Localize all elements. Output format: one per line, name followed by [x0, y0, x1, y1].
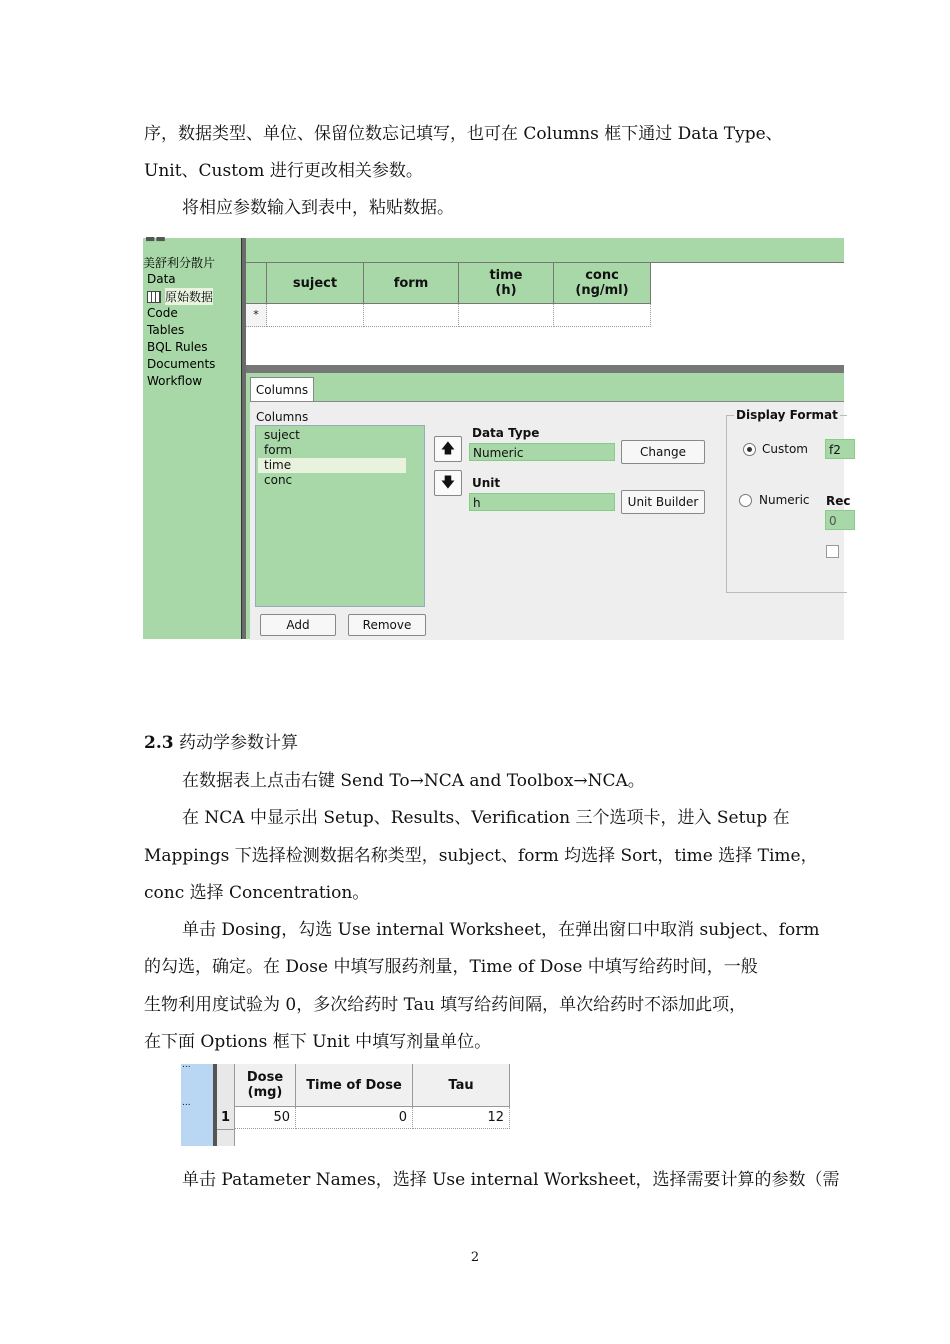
data-type-label: Data Type	[472, 426, 540, 440]
custom-label: Custom	[762, 442, 808, 456]
grid-cell[interactable]	[554, 304, 651, 327]
nav-item-workflow[interactable]: Workflow	[147, 374, 203, 388]
grid-splitter[interactable]	[246, 365, 844, 373]
nav-item-data[interactable]: Data	[147, 272, 176, 286]
nav-item-bql-rules[interactable]: BQL Rules	[147, 340, 208, 354]
grid-cell[interactable]	[267, 304, 364, 327]
section-title: 药动学参数计算	[173, 733, 298, 753]
row-number: 1	[217, 1107, 234, 1130]
column-header-time-of-dose[interactable]: Time of Dose	[296, 1064, 413, 1107]
dosing-worksheet-screenshot	[181, 1060, 533, 1146]
column-list-item[interactable]: form	[264, 443, 292, 457]
column-list-item[interactable]: suject	[264, 428, 300, 442]
columns-label: Columns	[256, 410, 309, 424]
project-navigator	[143, 232, 241, 639]
nav-project-title: 美舒利分散片	[143, 256, 216, 270]
paragraph-line: 将相应参数输入到表中，粘贴数据。	[182, 198, 454, 218]
arrow-up-icon: 🡅	[440, 441, 456, 457]
move-down-button[interactable]	[434, 470, 462, 496]
paragraph-line: 序，数据类型、单位、保留位数忘记填写，也可在 Columns 框下通过 Data Type、	[144, 124, 783, 144]
paragraph-line: Unit、Custom 进行更改相关参数。	[144, 161, 423, 181]
column-header-suject[interactable]: suject	[267, 263, 364, 304]
columns-editor-screenshot	[143, 232, 851, 639]
side-mark: ...	[182, 1098, 191, 1108]
page-number: 2	[470, 1250, 480, 1265]
unit-builder-button[interactable]: Unit Builder	[621, 490, 705, 514]
paragraph-line: 生物利用度试验为 0，多次给药时 Tau 填写给药间隔，单次给药时不添加此项，	[144, 995, 747, 1015]
paragraph-line: 在下面 Options 框下 Unit 中填写剂量单位。	[144, 1032, 492, 1052]
nav-item-documents[interactable]: Documents	[147, 357, 216, 371]
dosing-side-panel	[181, 1060, 213, 1146]
numeric-label: Numeric	[759, 493, 810, 507]
move-up-button[interactable]	[434, 436, 462, 462]
nav-item-raw-data-label: 原始数据	[165, 290, 214, 304]
column-list-item-selected[interactable]: time	[264, 458, 292, 472]
rec-field[interactable]: 0	[825, 510, 855, 530]
numeric-radio[interactable]	[739, 494, 752, 507]
arrow-down-icon: 🡇	[440, 475, 456, 491]
time-of-dose-cell[interactable]: 0	[296, 1107, 413, 1129]
properties-panel	[246, 373, 851, 639]
worksheet-area	[246, 238, 851, 639]
column-header-conc[interactable]: conc (ng/ml)	[554, 263, 651, 304]
column-list-item[interactable]: conc	[264, 473, 293, 487]
custom-radio[interactable]	[743, 443, 756, 456]
nav-item-tables[interactable]: Tables	[147, 323, 185, 337]
section-number: 2.3	[144, 733, 174, 753]
row-header-corner	[246, 263, 267, 304]
columns-tab-content	[250, 401, 851, 640]
nav-item-code[interactable]: Code	[147, 306, 178, 320]
remove-button[interactable]: Remove	[348, 614, 426, 636]
column-header-form[interactable]: form	[364, 263, 459, 304]
tau-cell[interactable]: 12	[413, 1107, 510, 1129]
worksheet-icon	[147, 291, 161, 303]
paragraph-line: 在 NCA 中显示出 Setup、Results、Verification 三个选项卡，进入 Setup 在	[182, 808, 790, 828]
change-button[interactable]: Change	[621, 440, 705, 464]
custom-format-field[interactable]: f2	[825, 439, 855, 459]
nav-item-raw-data[interactable]	[147, 288, 213, 305]
paragraph-line: 单击 Patameter Names，选择 Use internal Worksheet，选择需要计算的参数（需	[182, 1170, 840, 1190]
option-checkbox[interactable]	[826, 545, 839, 558]
side-mark: ...	[182, 1060, 191, 1070]
paragraph-line: 单击 Dosing，勾选 Use internal Worksheet，在弹出窗口中取消 subject、form	[182, 920, 820, 940]
data-type-field[interactable]: Numeric	[469, 443, 615, 461]
nav-top-fragment: ▬▬	[145, 232, 166, 245]
section-heading	[144, 733, 808, 753]
column-header-tau[interactable]: Tau	[413, 1064, 510, 1107]
column-header-time[interactable]: time (h)	[459, 263, 554, 304]
column-header-dose[interactable]: Dose (mg)	[235, 1064, 296, 1107]
paragraph-line: 的勾选，确定。在 Dose 中填写服药剂量，Time of Dose 中填写给药时间，一般	[144, 957, 758, 977]
dose-cell[interactable]: 50	[235, 1107, 296, 1129]
grid-cell[interactable]	[364, 304, 459, 327]
paragraph-line: 在数据表上点击右键 Send To→NCA and Toolbox→NCA。	[182, 771, 645, 791]
display-format-label: Display Format	[736, 408, 838, 422]
new-row-marker: *	[246, 304, 267, 327]
grid-cell[interactable]	[459, 304, 554, 327]
unit-label: Unit	[472, 476, 501, 490]
worksheet-header-bar	[246, 238, 844, 263]
row-header-column	[217, 1064, 235, 1146]
add-button[interactable]: Add	[260, 614, 336, 636]
unit-field[interactable]: h	[469, 493, 615, 511]
tab-columns[interactable]: Columns	[250, 377, 314, 402]
paragraph-line: conc 选择 Concentration。	[144, 883, 370, 903]
paragraph-line: Mappings 下选择检测数据名称类型，subject、form 均选择 Sort，time 选择 Time，	[144, 846, 818, 866]
rec-label: Rec	[826, 494, 851, 508]
column-list[interactable]	[255, 425, 425, 607]
worksheet-grid	[246, 263, 844, 365]
